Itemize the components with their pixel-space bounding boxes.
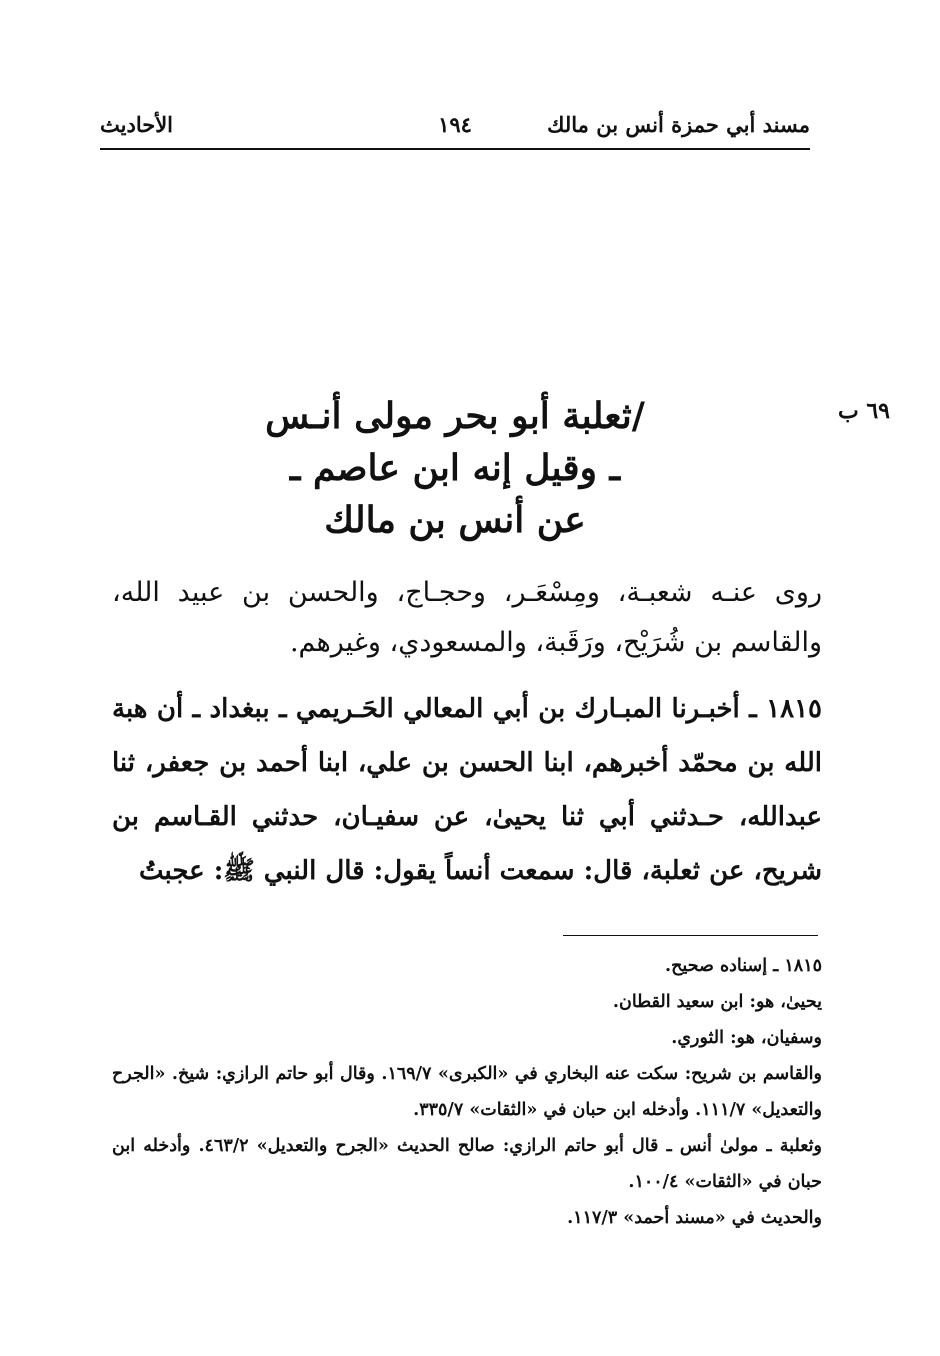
header-section-title: الأحاديث — [100, 112, 174, 137]
header-rule — [100, 148, 810, 150]
hadith-paragraph: ١٨١٥ ـ أخبـرنا المبـارك بن أبي المعالي الحَـريمي ـ ببغداد ـ أن هبة الله بن محمّد أخبرهم، ابنا الحسن بن علي، ابنا أحمد بن جعفر، ثنا عبدالله، حـدثني أبي ثنا يحيىٰ، عن سفيـان، حدثني القـاسم بن شريح، عن ثعلبة، قال: سمعت أنساً يقول: قال النبي ﷺ: عجبتُ — [112, 694, 822, 886]
footnote-line: والحديث في «مسند أحمد» ١١٧/٣. — [567, 1208, 822, 1228]
header-book-title: مسند أبي حمزة أنس بن مالك — [547, 112, 810, 137]
chapter-title-line-2: ـ وقيل إنه ابن عاصم ـ — [289, 447, 621, 489]
chapter-title-line-1: /ثعلبة أبو بحر مولى أنـس — [265, 395, 645, 437]
footnotes — [112, 948, 822, 1236]
chapter-title — [100, 390, 810, 546]
page-number: ١٩٤ — [438, 112, 472, 137]
footnote-line: والقاسم بن شريح: سكت عنه البخاري في «الكبرى» ١٦٩/٧. وقال أبو حاتم الرازي: شيخ. «الجرح والتعديل» ١١١/٧. وأدخله ابن حبان في «الثقات» ٣٣٥/٧. — [112, 1064, 822, 1120]
footnote-line: يحيىٰ، هو: ابن سعيد القطان. — [612, 992, 822, 1012]
chapter-title-line-3: عن أنس بن مالك — [324, 499, 586, 541]
footnote-line: وسفيان، هو: الثوري. — [671, 1028, 822, 1048]
running-header — [100, 112, 810, 148]
footnote-line: وثعلبة ـ مولىٰ أنس ـ قال أبو حاتم الرازي: صالح الحديث «الجرح والتعديل» ٤٦٣/٢. وأدخله ابن حبان في «الثقات» ١٠٠/٤. — [112, 1136, 822, 1192]
footnote-line: ١٨١٥ ـ إسناده صحيح. — [665, 956, 822, 976]
footnote-rule — [563, 935, 818, 936]
manuscript-folio-note: ٦٩ ب — [837, 398, 890, 424]
intro-paragraph: روى عنـه شعبـة، ومِسْعَـر، وحجـاج، والحسن بن عبيد الله، والقاسم بن شُرَيْح، ورَقَبة، والمسعودي، وغيرهم. — [112, 577, 822, 658]
